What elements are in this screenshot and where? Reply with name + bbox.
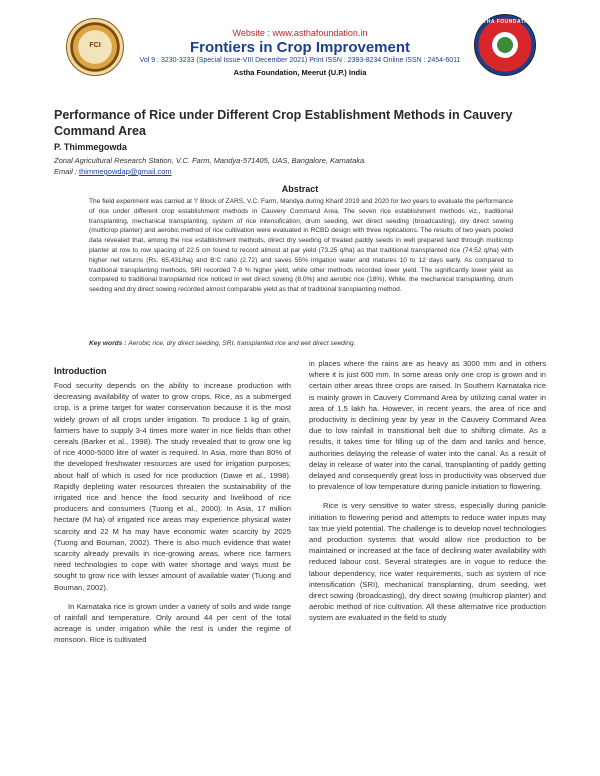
publisher-name: Astha Foundation, Meerut (U.P.) India	[233, 68, 367, 77]
abstract-text: The field experiment was carried at 'I' Block of ZARS, V.C. Farm, Mandya during Kharif 2019 and 2020 for two years to evaluate the performance of rice under different crop establishment methods in Cauvery Command Area. The seven rice establishment methods viz., traditional transplanting, mechanical transplanting, system of rice intensification, drum seeding, wet direct seeding (broadcasting), dry direct sowing (multicrop planter) and aerobic method of rice cultivation were evaluated in RCBD design with three replications. The results of two years pooled data revealed that, among the rice establishment methods, direct dry seeding of treated paddy seeds in well prepared land through multicrop planter at row to row spacing of 22.5 cm found to record almost at par yield (73.25 q/ha) as that traditional transplanted rice (74.52 q/ha) with higher net returns (Rs. 65,431/ha) and B:C ratio (2.72) and saves 55% irrigation water and matures 10 to 12 days early. As compared to traditional transplanting methods, SRI recorded 7-8 % higher yield, while other methods recorded lower yield. The significantly lower yield as compared to traditional transplanted rice noticed in wet direct sowing (8.0%) and aerobic rice (18%). While, the mechanical transplanting, drum seeding and dry direct sowing recorded almost comparable yield as that of traditional transplanting method.	[89, 198, 513, 294]
publisher-logo-text: ASTHA FOUNDATION	[475, 19, 535, 25]
keywords-text: Aerobic rice, dry direct seeding, SRI, transplanted rice and wet direct seeding.	[128, 340, 356, 347]
abstract-heading: Abstract	[281, 184, 319, 194]
right-column	[309, 358, 546, 632]
intro-paragraph-4: Rice is very sensitive to water stress, especially during panicle initiation to flowering period and attempts to reduce water inputs may tax true yield potential. The challenge is to develop novel technologies and production systems that would allow rice production to be maintained or increased at the face of declining water availability with reduced labour cost. Several strategies are in vogue to reduce the labour dependency, rice water requirements, such as system of rice intensification (SRI), mechanical transplanting, drum seeding, wet direct sowing (broadcasting), dry direct sowing (multicrop planter) and aerobic method of rice cultivation. All these alternative rice production system are evaluated in the field to study	[309, 501, 546, 623]
introduction-heading: Introduction	[54, 366, 107, 376]
website-link[interactable]: Website : www.asthafoundation.in	[232, 28, 368, 38]
journal-title: Frontiers in Crop Improvement	[189, 39, 411, 56]
email-link[interactable]: thimmegowdap@gmail.com	[79, 167, 172, 176]
keywords-label: Key words :	[89, 340, 129, 347]
journal-header	[0, 0, 600, 96]
author-name: P. Thimmegowda	[54, 142, 127, 152]
intro-paragraph-3: in places where the rains are as heavy as 3000 mm and in others where it is just 600 mm. In some areas only one crop is grown and in certain other areas three crops are raised. In Southern Karnataka rice is mainly grown in Cauvery Command Area by utilizing canal water in area of 1.5 lakh ha. However, in recent years, the area of rice and productivity is declining year by year in the Cauvery Command Area due to low rainfall in transitional belt due to shifting climate. As a results, it takes time for filling up of the dam and tanks and hence, authorities delaying the release of water into the canal. As a result of delay in release of water into the canal, transplanting of paddy getting delayed and consequently great loss in productivity was observed due to prevalence of low temperature during panicle initiation to flowering.	[309, 359, 546, 492]
left-column	[54, 380, 291, 654]
article-title: Performance of Rice under Different Crop Establishment Methods in Cauvery Command Area	[54, 108, 513, 138]
author-affiliation: Zonal Agricultural Research Station, V.C. Farm, Mandya-571405, UAS, Bangalore, Karnataka.	[54, 156, 367, 165]
intro-paragraph-2: In Karnataka rice is grown under a variety of soils and wide range of rainfall and temperature. Only around 44 per cent of the total acreage is under irrigation while the rest is under the regime of monsoon. Rice is cultivated	[54, 601, 291, 645]
email-label: Email :	[54, 167, 80, 176]
volume-issn-line: Vol 9 : 3230-3233 (Special Issue-VIII December 2021) Print ISSN : 2393-8234 Online ISSN : 2454-6011	[139, 57, 461, 64]
intro-paragraph-1: Food security depends on the ability to increase production with decreasing availability of water to grow crops. Rice, as a submerged crop, is a prime target for water conservation because it is the most widely grown of all crops under irrigation. To produce 1 kg of grain, farmers have to supply 3-4 times more water in rice fields than other cereals (Barker et al., 1998). The study revealed that to grow one kg of rice 4000-5000 litre of water is required. In Asia, more than 80% of the developed freshwater resources are used for irrigation purposes; about half of which is used for rice production (Dawe et al., 1998). Rapidly depleting water resources threaten the sustainability of the irrigated rice and hence the food security and livelihood of rice producers and consumers (Tuong et al., 2000). In Asia, 17 million hectare (M ha) of irrigated rice areas may experience physical water scarcity and 22 M ha may have economic water scarcity by 2025 (Tuong and Bouman, 2002). There is also much evidence that water scarcity already prevails in rice-growing areas, where rice farmers need technologies to cope with water shortage and ways must be sought to grow rice with lesser amount of available water (Tuong and Bouman, 2002).	[54, 381, 291, 592]
email-row	[54, 167, 172, 176]
journal-logo-text: FCI	[89, 42, 101, 49]
keywords	[89, 340, 513, 347]
